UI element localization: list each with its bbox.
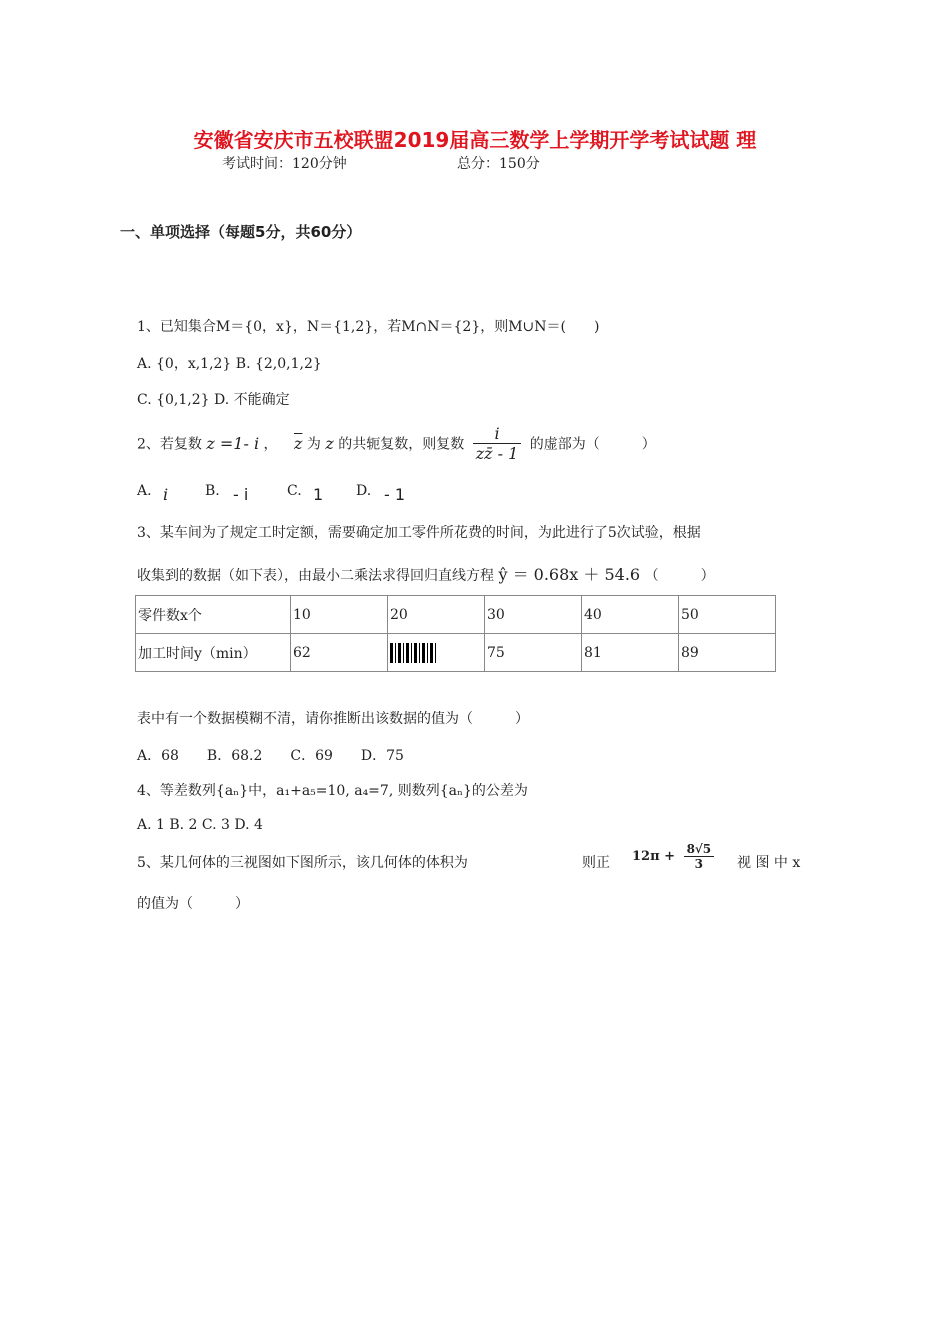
table-cell: 20 bbox=[388, 596, 485, 634]
q2-opt-c-value: 1 bbox=[313, 485, 324, 504]
q2-prefix: 2、若复数 bbox=[137, 436, 202, 453]
q5-formula-numerator: 8√5 bbox=[684, 842, 715, 857]
q5-stem-view: 视 图 中 x bbox=[737, 855, 801, 871]
q4-options: A. 1 B. 2 C. 3 D. 4 bbox=[137, 817, 263, 833]
q3-stem-text: 收集到的数据（如下表），由最小二乘法求得回归直线方程 bbox=[137, 568, 494, 584]
q5-stem-then: 则正 bbox=[582, 855, 610, 871]
q2-opt-b-label: B. bbox=[205, 483, 220, 499]
blurred-value bbox=[390, 643, 438, 663]
q2-fraction-numerator: i bbox=[473, 424, 522, 444]
q4-stem: 4、等差数列{aₙ}中，a₁+a₅=10, a₄=7, 则数列{aₙ}的公差为 bbox=[137, 783, 528, 799]
q3-stem-end: （ ） bbox=[644, 568, 715, 584]
q3-question: 表中有一个数据模糊不清，请你推断出该数据的值为（ ） bbox=[137, 711, 529, 727]
q5-stem-line2: 的值为（ ） bbox=[137, 896, 249, 912]
q3-stem-line1: 3、某车间为了规定工时定额，需要确定加工零件所花费的时间，为此进行了5次试验，根据 bbox=[137, 525, 701, 541]
q2-text-conj: 的共轭复数，则复数 bbox=[338, 436, 465, 453]
q2-z-conjugate: $\overline{z}$ bbox=[294, 434, 303, 453]
document-title: 安徽省安庆市五校联盟2019届高三数学上学期开学考试试题 理 bbox=[193, 128, 757, 152]
q2-z-expression: z =1- i bbox=[206, 434, 260, 453]
q3-regression-equation: ŷ ＝ 0.68x ＋ 54.6 bbox=[498, 565, 641, 584]
q2-comma: ， bbox=[263, 436, 278, 453]
q3-options: A．68 B．68.2 C．69 D．75 bbox=[137, 748, 404, 764]
table-cell: 40 bbox=[582, 596, 679, 634]
table-cell-blurred bbox=[388, 634, 485, 672]
table-cell: 81 bbox=[582, 634, 679, 672]
q3-stem-line2 bbox=[137, 562, 715, 585]
q2-text-is: 为 bbox=[306, 436, 321, 453]
exam-time: 考试时间：120分钟 bbox=[222, 156, 347, 172]
table-cell: 50 bbox=[679, 596, 776, 634]
q2-opt-b-value: - i bbox=[233, 485, 249, 504]
q5-formula-fraction bbox=[684, 842, 715, 871]
q3-data-table bbox=[135, 595, 776, 672]
q2-suffix: 的虚部为（ ） bbox=[529, 436, 656, 453]
q2-opt-a-label: A. bbox=[137, 483, 152, 499]
q5-volume-formula bbox=[632, 842, 718, 871]
table-cell: 零件数x个 bbox=[136, 596, 291, 634]
q5-stem-line1: 5、某几何体的三视图如下图所示，该几何体的体积为 bbox=[137, 855, 468, 871]
table-cell: 10 bbox=[291, 596, 388, 634]
table-cell: 加工时间y（min） bbox=[136, 634, 291, 672]
q2-opt-c-label: C. bbox=[287, 483, 302, 499]
q2-opt-d-label: D. bbox=[356, 483, 372, 499]
q1-options-cd: C. {0,1,2} D. 不能确定 bbox=[137, 392, 290, 408]
table-row bbox=[136, 596, 776, 634]
q2-stem bbox=[137, 424, 656, 463]
q5-formula-denominator: 3 bbox=[694, 857, 704, 871]
q2-opt-d-value: - 1 bbox=[384, 485, 406, 504]
q5-formula-term: 12π + bbox=[632, 849, 676, 864]
table-row bbox=[136, 634, 776, 672]
table-cell: 75 bbox=[485, 634, 582, 672]
q2-fraction-denominator: zz̄ - 1 bbox=[475, 444, 519, 463]
total-score: 总分：150分 bbox=[457, 156, 540, 172]
table-cell: 30 bbox=[485, 596, 582, 634]
q1-stem: 1、已知集合M＝{0，x}，N＝{1,2}，若M∩N＝{2}，则M∪N＝( ) bbox=[137, 319, 600, 335]
q2-z: z bbox=[325, 434, 334, 453]
section-heading: 一、单项选择（每题5分，共60分） bbox=[120, 223, 362, 241]
q1-options-ab: A. {0，x,1,2} B. {2,0,1,2} bbox=[137, 356, 322, 372]
table-cell: 89 bbox=[679, 634, 776, 672]
table-cell: 62 bbox=[291, 634, 388, 672]
q2-fraction bbox=[473, 424, 522, 463]
q2-opt-a-value: i bbox=[163, 485, 169, 504]
